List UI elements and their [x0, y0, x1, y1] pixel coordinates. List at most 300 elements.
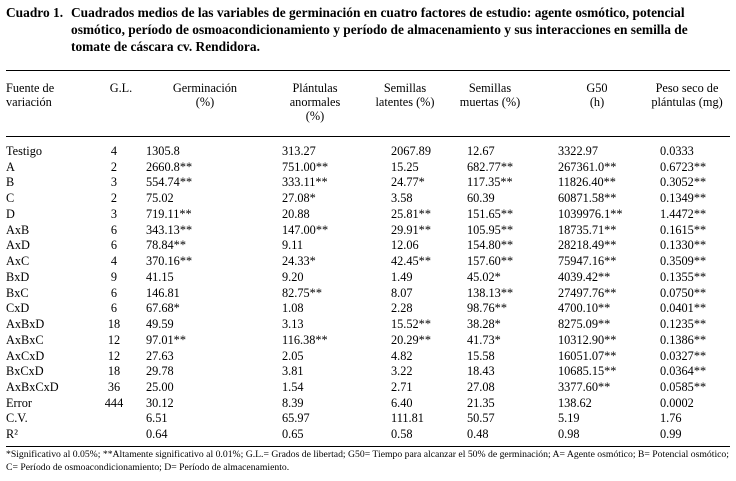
value-text: 0.0364**: [660, 364, 707, 379]
value-text: 67.68*: [146, 301, 180, 316]
value-cell: [278, 191, 369, 207]
source-cell: Error: [6, 395, 32, 410]
value-cell: [146, 238, 278, 254]
value-cell: [453, 207, 538, 223]
value-cell: [538, 317, 658, 333]
table-row: [6, 254, 730, 270]
value-cell: [658, 207, 730, 223]
value-cell: [538, 254, 658, 270]
value-text: 25.00: [146, 380, 174, 395]
value-cell: [369, 270, 453, 286]
value-cell: [369, 207, 453, 223]
value-text: 8.07: [391, 285, 413, 300]
value-text: 0.1349**: [660, 191, 707, 206]
value-text: 45.02*: [467, 269, 501, 284]
table-row: [6, 333, 730, 349]
value-cell: [658, 175, 730, 191]
value-text: 4039.42**: [558, 269, 611, 284]
value-cell: [658, 286, 730, 302]
value-cell: [453, 380, 538, 396]
value-text: 370.16**: [146, 254, 193, 269]
value-cell: [658, 411, 730, 427]
value-cell: [453, 175, 538, 191]
value-cell: [369, 333, 453, 349]
value-cell: [658, 349, 730, 365]
value-cell: [146, 301, 278, 317]
value-text: 11826.40**: [558, 175, 616, 190]
value-text: 0.65: [282, 427, 304, 442]
gl-cell: 4: [110, 144, 118, 158]
value-cell: [278, 144, 369, 160]
source-cell: BxC: [6, 285, 29, 300]
anova-table: [6, 144, 730, 443]
value-text: 333.11**: [282, 175, 328, 190]
source-cell: BxD: [6, 269, 30, 284]
value-text: 12.06: [391, 238, 419, 253]
gl-cell: [82, 427, 146, 443]
value-text: 25.81**: [391, 206, 431, 221]
value-cell: [369, 175, 453, 191]
value-cell: [278, 238, 369, 254]
gl-cell: 3: [110, 175, 118, 190]
value-text: 29.78: [146, 364, 174, 379]
value-cell: [538, 301, 658, 317]
table-row: [6, 380, 730, 396]
value-text: 138.62: [558, 395, 592, 410]
value-text: 2.28: [391, 301, 413, 316]
value-text: 3.58: [391, 191, 413, 206]
value-cell: [658, 191, 730, 207]
value-text: 8275.09**: [558, 317, 611, 332]
table-row: [6, 144, 730, 160]
table-row: [6, 427, 730, 443]
gl-cell: 12: [107, 348, 121, 363]
value-text: 2.71: [391, 380, 413, 395]
value-text: 97.01**: [146, 332, 186, 347]
table-caption: [6, 4, 730, 55]
value-text: 75.02: [146, 191, 174, 206]
value-cell: [369, 364, 453, 380]
value-text: 138.13**: [467, 285, 514, 300]
value-text: 146.81: [146, 285, 180, 300]
source-cell: D: [6, 206, 15, 221]
gl-cell: 9: [110, 269, 118, 284]
value-cell: [146, 207, 278, 223]
value-text: 49.59: [146, 317, 174, 332]
value-text: 2.05: [282, 348, 304, 363]
table-row: [6, 317, 730, 333]
value-text: 27.63: [146, 348, 174, 363]
value-cell: [146, 427, 278, 443]
value-cell: [278, 270, 369, 286]
gl-cell: 6: [110, 301, 118, 316]
value-cell: [369, 380, 453, 396]
value-text: 682.77**: [467, 159, 514, 174]
value-cell: [538, 427, 658, 443]
value-cell: [146, 286, 278, 302]
value-text: 1.49: [391, 269, 413, 284]
value-text: 21.35: [467, 395, 495, 410]
value-cell: [146, 380, 278, 396]
header-gl: G.L.: [109, 81, 133, 95]
value-text: 0.3052**: [660, 175, 707, 190]
value-cell: [538, 411, 658, 427]
source-cell: AxB: [6, 222, 30, 237]
gl-cell: 2: [110, 159, 118, 174]
value-cell: [146, 191, 278, 207]
gl-cell: 18: [107, 364, 121, 379]
value-text: 10685.15**: [558, 364, 617, 379]
value-text: 27.08*: [282, 191, 316, 206]
value-cell: [658, 301, 730, 317]
table-row: [6, 238, 730, 254]
value-text: 4.82: [391, 348, 413, 363]
value-text: 554.74**: [146, 175, 193, 190]
value-text: 42.45**: [391, 254, 431, 269]
gl-cell: 4: [110, 254, 118, 269]
table-row: [6, 396, 730, 412]
value-text: 313.27: [282, 144, 316, 158]
value-cell: [658, 270, 730, 286]
value-cell: [538, 364, 658, 380]
value-text: 50.57: [467, 411, 495, 426]
value-cell: [278, 411, 369, 427]
value-text: 6.51: [146, 411, 168, 426]
header-rule: [6, 136, 730, 137]
value-cell: [538, 270, 658, 286]
value-cell: [453, 396, 538, 412]
value-cell: [658, 144, 730, 160]
value-text: 30.12: [146, 395, 174, 410]
value-cell: [453, 333, 538, 349]
value-cell: [658, 364, 730, 380]
gl-cell: 3: [110, 206, 118, 221]
gl-cell: [82, 411, 146, 427]
value-text: 117.35**: [467, 175, 513, 190]
value-text: 3.22: [391, 364, 413, 379]
value-text: 41.73*: [467, 332, 501, 347]
value-cell: [278, 396, 369, 412]
value-cell: [538, 191, 658, 207]
value-text: 24.77*: [391, 175, 425, 190]
value-text: 267361.0**: [558, 159, 617, 174]
source-cell: C.V.: [6, 411, 28, 426]
value-text: 15.25: [391, 159, 419, 174]
value-text: 147.00**: [282, 222, 329, 237]
value-text: 0.1355**: [660, 269, 707, 284]
value-cell: [146, 411, 278, 427]
value-text: 0.3509**: [660, 254, 707, 269]
header-semillas-latentes: Semillas latentes (%): [375, 81, 435, 109]
value-text: 41.15: [146, 269, 174, 284]
value-cell: [369, 191, 453, 207]
value-cell: [453, 191, 538, 207]
value-cell: [453, 270, 538, 286]
value-cell: [278, 333, 369, 349]
value-text: 27.08: [467, 380, 495, 395]
gl-cell: 2: [110, 191, 118, 206]
value-text: 29.91**: [391, 222, 431, 237]
caption-label: Cuadro 1.: [6, 5, 64, 20]
value-cell: [278, 427, 369, 443]
table-row: [6, 301, 730, 317]
value-text: 20.29**: [391, 332, 431, 347]
value-text: 18735.71**: [558, 222, 617, 237]
value-cell: [369, 427, 453, 443]
value-cell: [538, 144, 658, 160]
value-text: 82.75**: [282, 285, 322, 300]
value-cell: [538, 380, 658, 396]
source-cell: C: [6, 191, 15, 206]
value-text: 154.80**: [467, 238, 514, 253]
value-text: 111.81: [391, 411, 424, 426]
value-cell: [658, 254, 730, 270]
value-text: 1039976.1**: [558, 206, 623, 221]
value-text: 16051.07**: [558, 348, 617, 363]
value-text: 3.13: [282, 317, 304, 332]
value-cell: [369, 160, 453, 176]
value-cell: [146, 333, 278, 349]
value-text: 60.39: [467, 191, 495, 206]
value-text: 0.1386**: [660, 332, 707, 347]
value-cell: [658, 160, 730, 176]
value-text: 0.0401**: [660, 301, 707, 316]
value-text: 4700.10**: [558, 301, 611, 316]
value-cell: [453, 301, 538, 317]
value-text: 151.65**: [467, 206, 514, 221]
value-cell: [658, 427, 730, 443]
table-row: [6, 286, 730, 302]
value-text: 12.67: [467, 144, 495, 158]
value-cell: [278, 160, 369, 176]
value-cell: [278, 286, 369, 302]
value-cell: [658, 333, 730, 349]
header-fuente-de-variacion: Fuente de variación: [6, 81, 55, 109]
value-cell: [658, 317, 730, 333]
top-rule: [6, 70, 730, 71]
value-text: 6.40: [391, 395, 413, 410]
gl-cell: 36: [107, 380, 121, 395]
table-row: [6, 191, 730, 207]
value-cell: [369, 286, 453, 302]
source-cell: Testigo: [6, 144, 43, 158]
value-cell: [538, 396, 658, 412]
value-text: 9.20: [282, 269, 304, 284]
value-text: 3322.97: [558, 144, 598, 158]
value-cell: [146, 160, 278, 176]
value-text: 343.13**: [146, 222, 193, 237]
gl-cell: 12: [107, 332, 121, 347]
value-cell: [146, 364, 278, 380]
source-cell: AxBxC: [6, 332, 44, 347]
value-text: 98.76**: [467, 301, 507, 316]
value-text: 719.11**: [146, 206, 192, 221]
value-cell: [369, 254, 453, 270]
value-text: 0.98: [558, 427, 580, 442]
table-row: [6, 364, 730, 380]
value-text: 0.58: [391, 427, 413, 442]
value-cell: [146, 396, 278, 412]
value-text: 1.4472**: [660, 206, 707, 221]
value-text: 20.88: [282, 206, 310, 221]
source-cell: AxD: [6, 238, 30, 253]
value-cell: [146, 349, 278, 365]
gl-cell: 444: [104, 395, 124, 410]
value-text: 0.0327**: [660, 348, 707, 363]
value-cell: [538, 175, 658, 191]
value-cell: [538, 333, 658, 349]
value-text: 78.84**: [146, 238, 186, 253]
value-cell: [658, 396, 730, 412]
value-cell: [278, 175, 369, 191]
value-text: 105.95**: [467, 222, 514, 237]
table-row: [6, 411, 730, 427]
value-text: 60871.58**: [558, 191, 617, 206]
value-text: 116.38**: [282, 332, 328, 347]
value-cell: [278, 301, 369, 317]
value-text: 0.0333: [660, 144, 694, 158]
value-cell: [278, 349, 369, 365]
header-semillas-muertas: Semillas muertas (%): [459, 81, 521, 109]
value-text: 0.0002: [660, 395, 694, 410]
value-cell: [146, 317, 278, 333]
value-text: 9.11: [282, 238, 304, 253]
value-cell: [453, 238, 538, 254]
value-text: 0.48: [467, 427, 489, 442]
value-cell: [278, 207, 369, 223]
value-cell: [369, 396, 453, 412]
value-cell: [453, 286, 538, 302]
value-text: 1.08: [282, 301, 304, 316]
value-cell: [278, 380, 369, 396]
header-g50: G50 (h): [586, 81, 608, 109]
value-text: 751.00**: [282, 159, 329, 174]
table-row: [6, 207, 730, 223]
value-cell: [146, 144, 278, 160]
table-footnote: *Significativo al 0.05%; **Altamente significativo al 0.01%; G.L.= Grados de libertad; G50= Tiempo para alcanzar el 50% de germinación; A= Agente osmótico; B= Potencial osmótico; C= Período de osmoacondicionamiento; D= Período de almacenamiento.: [6, 449, 729, 473]
header-germinacion: Germinación (%): [172, 81, 238, 109]
value-text: 10312.90**: [558, 332, 617, 347]
source-cell: A: [6, 159, 15, 174]
value-cell: [453, 427, 538, 443]
value-text: 38.28*: [467, 317, 501, 332]
value-cell: [453, 349, 538, 365]
value-text: 0.1330**: [660, 238, 707, 253]
value-cell: [278, 223, 369, 239]
value-text: 0.64: [146, 427, 168, 442]
source-cell: B: [6, 175, 15, 190]
value-text: 15.58: [467, 348, 495, 363]
value-text: 8.39: [282, 395, 304, 410]
table-row: [6, 349, 730, 365]
value-cell: [278, 317, 369, 333]
value-text: 3377.60**: [558, 380, 611, 395]
value-cell: [538, 349, 658, 365]
value-cell: [369, 411, 453, 427]
value-cell: [369, 349, 453, 365]
value-text: 15.52**: [391, 317, 431, 332]
gl-cell: 18: [107, 317, 121, 332]
gl-cell: 6: [110, 285, 118, 300]
value-cell: [146, 270, 278, 286]
caption-text: Cuadrados medios de las variables de germinación en cuatro factores de estudio: agente osmótico, potencial osmótico, período de osmoacondicionamiento y período de almacenamiento y sus interacciones en semilla de tomate de cáscara cv. Rendidora.: [71, 5, 688, 54]
value-cell: [453, 364, 538, 380]
source-cell: AxCxD: [6, 348, 45, 363]
value-text: 24.33*: [282, 254, 316, 269]
value-cell: [453, 144, 538, 160]
value-text: 0.0750**: [660, 285, 707, 300]
value-cell: [369, 301, 453, 317]
value-cell: [453, 411, 538, 427]
value-cell: [538, 223, 658, 239]
value-cell: [453, 223, 538, 239]
value-cell: [369, 317, 453, 333]
value-text: 0.99: [660, 427, 682, 442]
source-cell: R²: [6, 427, 18, 442]
value-text: 1.76: [660, 411, 682, 426]
value-text: 5.19: [558, 411, 580, 426]
value-text: 1.54: [282, 380, 304, 395]
value-text: 0.6723**: [660, 159, 707, 174]
value-cell: [369, 238, 453, 254]
value-cell: [658, 380, 730, 396]
value-cell: [538, 286, 658, 302]
table-row: [6, 270, 730, 286]
value-cell: [658, 238, 730, 254]
header-plantulas-anormales: Plántulas anormales (%): [289, 81, 341, 123]
value-cell: [146, 175, 278, 191]
value-text: 27497.76**: [558, 285, 617, 300]
value-text: 75947.16**: [558, 254, 617, 269]
bottom-rule: [6, 446, 730, 447]
table-row: [6, 175, 730, 191]
value-cell: [658, 223, 730, 239]
source-cell: AxBxCxD: [6, 380, 59, 395]
gl-cell: 6: [110, 238, 118, 253]
value-cell: [146, 223, 278, 239]
value-cell: [146, 254, 278, 270]
value-cell: [278, 254, 369, 270]
value-text: 0.1235**: [660, 317, 707, 332]
value-text: 0.1615**: [660, 222, 707, 237]
source-cell: AxC: [6, 254, 30, 269]
value-cell: [369, 144, 453, 160]
header-peso-seco: Peso seco de plántulas (mg): [651, 81, 723, 109]
value-cell: [538, 160, 658, 176]
value-cell: [278, 364, 369, 380]
table-row: [6, 223, 730, 239]
value-cell: [453, 160, 538, 176]
value-cell: [369, 223, 453, 239]
table-row: [6, 160, 730, 176]
value-text: 157.60**: [467, 254, 514, 269]
source-cell: CxD: [6, 301, 30, 316]
value-text: 1305.8: [146, 144, 180, 158]
value-cell: [453, 254, 538, 270]
value-text: 0.0585**: [660, 380, 707, 395]
value-cell: [453, 317, 538, 333]
value-text: 2660.8**: [146, 159, 193, 174]
value-text: 18.43: [467, 364, 495, 379]
value-text: 28218.49**: [558, 238, 617, 253]
value-cell: [538, 238, 658, 254]
source-cell: AxBxD: [6, 317, 45, 332]
source-cell: BxCxD: [6, 364, 44, 379]
value-text: 2067.89: [391, 144, 431, 158]
value-cell: [538, 207, 658, 223]
value-text: 3.81: [282, 364, 304, 379]
gl-cell: 6: [110, 222, 118, 237]
